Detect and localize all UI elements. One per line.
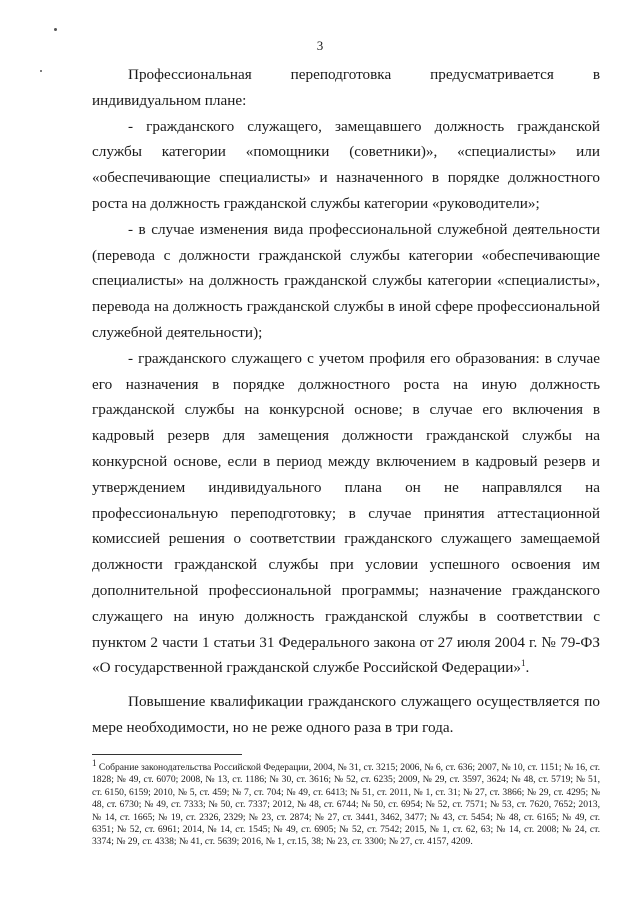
footnote-marker: 1: [92, 757, 97, 768]
footnote-text: Собрание законодательства Российской Федерации, 2004, № 31, ст. 3215; 2006, № 6, ст. 636; 2007, № 10, ст. 1151; № 16, ст. 1828; № 49, ст. 6070; 2008, № 13, ст. 1186; № 30, ст. 3616; № 52, ст. 6235; 2009, № 29, ст. 3597, 3624; № 48, ст. 5719; № 51, ст. 6150, 6159; 2010, № 5, ст. 459; № 7, ст. 704; № 49, ст. 6413; № 51, ст. 2011, № 1, ст. 31; № 27, ст. 3866; № 29, ст. 4295; № 48, ст. 6730; № 49, ст. 7333; № 50, ст. 7337; 2012, № 48, ст. 6744; № 50, ст. 6954; № 52, ст. 7571; № 53, ст. 7620, 7652; 2013, № 14, ст. 1665; № 19, ст. 2326, 2329; № 23, ст. 2874; № 27, ст. 3441, 3462, 3477; № 43, ст. 5454; № 48, ст. 6165; № 49, ст. 6351; № 52, ст. 6961; 2014, № 14, ст. 1545; № 49, ст. 6905; № 52, ст. 7542; 2015, № 1, ст. 62, 63; № 14, ст. 2008; № 24, ст. 3374; № 29, ст. 4338; № 41, ст. 5639; 2016, № 1, ст.15, 38; № 23, ст. 3300; № 27, ст. 4157, 4209.: [92, 762, 600, 848]
scan-speck: [54, 28, 57, 31]
scan-speck: [40, 70, 42, 72]
page-number: 3: [316, 38, 324, 53]
footnote-reference: 1: [520, 658, 526, 669]
paragraph-item-3-text: - гражданского служащего с учетом профиля его образования: в случае его назначения в порядке должностного роста на иную должность гражданской службы на конкурсной основе; в случае его включения в кадровый резерв для замещения должности гражданской службы на конкурсной основе, если в период между включением в кадровый резерв и утверждением индивидуального плана он не направлялся на профессиональную переподготовку; в случае принятия аттестационной комиссией решения о соответствии гражданского служащего замещаемой должности гражданской службы при условии успешного освоения им дополнительной профессиональной программы; назначение гражданского служащего на иную должность гражданской службы в соответствии с пунктом 2 части 1 статьи 31 Федерального закона от 27 июля 2004 г. № 79-ФЗ «О государственной гражданской службе Российской Федерации»: [92, 349, 600, 677]
body-text: [92, 62, 600, 741]
paragraph-qualification: Повышение квалификации гражданского служащего осуществляется по мере необходимости, но не реже одного раза в три года.: [92, 693, 600, 736]
footnote: [92, 757, 600, 849]
paragraph-item-2: - в случае изменения вида профессиональной служебной деятельности (перевода с должности гражданской службы категории «обеспечивающие специалисты» на должность гражданской службы категории «специалисты», перевода на должность гражданской службы в иной сфере профессиональной служебной деятельности);: [92, 220, 600, 341]
footnote-divider: [92, 754, 242, 755]
paragraph-item-1: - гражданского служащего, замещавшего должность гражданской службы категории «помощники (советники)», «специалисты» или «обеспечивающие специалисты» и назначенного в порядке должностного роста на должность гражданской службы категории «руководители»;: [92, 117, 600, 212]
paragraph-item-3: - гражданского служащего с учетом профиля его образования: в случае его назначения в порядке должностного роста на иную должность гражданской службы на конкурсной основе; в случае его включения в кадровый резерв для замещения должности гражданской службы на конкурсной основе, если в период между включением в кадровый резерв и утверждением индивидуального плана он не направлялся на профессиональную переподготовку; в случае принятия аттестационной комиссией решения о соответствии гражданского служащего замещаемой должности гражданской службы при условии успешного освоения им дополнительной профессиональной программы; назначение гражданского служащего на иную должность гражданской службы в соответствии с пунктом 2 части 1 статьи 31 Федерального закона от 27 июля 2004 г. № 79-ФЗ «О государственной гражданской службе Российской Федерации»$^1$.: [92, 349, 600, 677]
paragraph-intro: Профессиональная переподготовка предусматривается в индивидуальном плане:: [92, 66, 600, 109]
